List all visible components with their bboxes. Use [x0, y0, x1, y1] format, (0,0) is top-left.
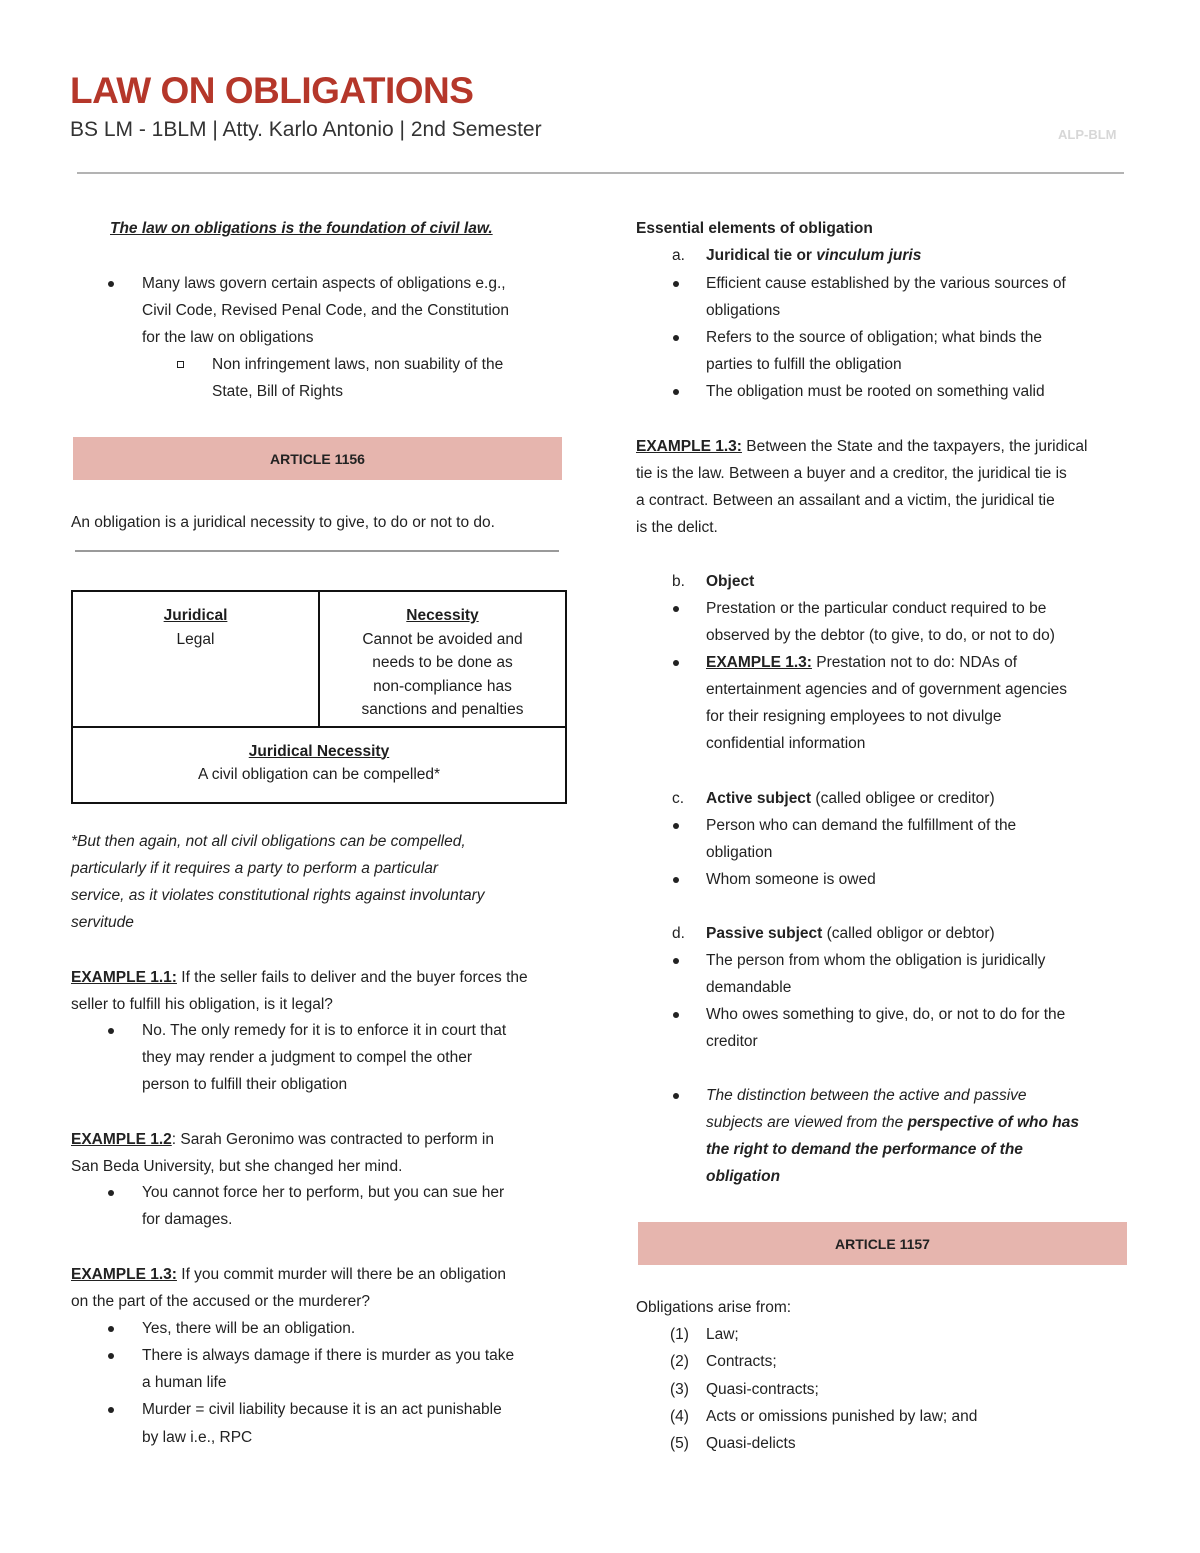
- element-d-label: [706, 924, 995, 944]
- example-1-3: [71, 1265, 506, 1285]
- example-bullet-line: Murder = civil liability because it is an act punishable: [142, 1401, 502, 1418]
- element-a-italic: vinculum juris: [816, 247, 922, 264]
- example-bullet-line: for damages.: [142, 1211, 233, 1228]
- bullet-icon: [673, 335, 679, 341]
- square-bullet-icon: [177, 361, 184, 368]
- source-item: Acts or omissions punished by law; and: [706, 1408, 978, 1425]
- element-bullet-line: The obligation must be rooted on something valid: [706, 383, 1045, 400]
- element-bullet-line: Whom someone is owed: [706, 871, 876, 888]
- bullet-icon: [673, 877, 679, 883]
- element-bullet-line: observed by the debtor (to give, to do, or not to do): [706, 627, 1055, 644]
- example-text-line: is the delict.: [636, 519, 718, 536]
- element-c-rest: (called obligee or creditor): [811, 790, 995, 807]
- intro-bullet-line: for the law on obligations: [142, 329, 314, 346]
- juridical-necessity-cell: [72, 727, 566, 803]
- bullet-icon: [673, 1093, 679, 1099]
- element-bullet-line: entertainment agencies and of government agencies: [706, 681, 1068, 698]
- obligation-definition: An obligation is a juridical necessity to give, to do or not to do.: [71, 514, 495, 531]
- list-marker: c.: [672, 790, 685, 807]
- element-c-label: [706, 789, 995, 809]
- element-bullet-line: creditor: [706, 1033, 758, 1050]
- source-item: Quasi-delicts: [706, 1435, 796, 1452]
- bullet-icon: [108, 1353, 114, 1359]
- element-bullet-line: obligation: [706, 844, 773, 861]
- juridical-necessity-text: A civil obligation can be compelled*: [197, 766, 441, 783]
- source-number: (4): [670, 1408, 689, 1425]
- distinction-line: [706, 1113, 1079, 1133]
- intro-sub-line: State, Bill of Rights: [212, 383, 343, 400]
- example-text: Between the State and the taxpayers, the juridical: [741, 438, 1088, 455]
- example-bullet-line: person to fulfill their obligation: [142, 1076, 348, 1093]
- list-marker: d.: [672, 925, 685, 942]
- element-bullet-line: Refers to the source of obligation; what binds the: [706, 329, 1043, 346]
- example-text: : Sarah Geronimo was contracted to perform in: [171, 1131, 494, 1148]
- list-marker: a.: [672, 247, 685, 264]
- page-subtitle: BS LM - 1BLM | Atty. Karlo Antonio | 2nd Semester: [70, 118, 542, 141]
- bullet-icon: [673, 823, 679, 829]
- article-1156-banner: ARTICLE 1156: [73, 437, 562, 480]
- bullet-icon: [673, 958, 679, 964]
- element-bullet-line: Who owes something to give, do, or not to do for the: [706, 1006, 1066, 1023]
- element-a-label: [706, 246, 921, 266]
- example-bullet-line: You cannot force her to perform, but you can sue her: [142, 1184, 505, 1201]
- distinction-emphasis: perspective of who has: [907, 1114, 1080, 1131]
- example-text-line: San Beda University, but she changed her mind.: [71, 1158, 403, 1175]
- bullet-icon: [673, 389, 679, 395]
- distinction-line: the right to demand the performance of the: [706, 1141, 1023, 1158]
- distinction-line: obligation: [706, 1168, 781, 1185]
- source-number: (5): [670, 1435, 689, 1452]
- bullet-icon: [673, 660, 679, 666]
- example-bullet-line: by law i.e., RPC: [142, 1429, 253, 1446]
- element-bullet-line: for their resigning employees to not divulge: [706, 708, 1002, 725]
- juridical-necessity-table: [71, 590, 567, 804]
- example-1-1: [71, 968, 528, 988]
- list-marker: b.: [672, 573, 685, 590]
- article-1157-banner: ARTICLE 1157: [638, 1222, 1127, 1265]
- source-number: (1): [670, 1326, 689, 1343]
- bullet-icon: [108, 1407, 114, 1413]
- necessity-cell: [319, 591, 566, 727]
- necessity-heading: Necessity: [406, 607, 479, 624]
- example-label: EXAMPLE 1.1:: [71, 969, 177, 986]
- juridical-text: Legal: [176, 630, 215, 648]
- example-bullet-line: Yes, there will be an obligation.: [142, 1320, 356, 1337]
- example-label: EXAMPLE 1.2: [71, 1131, 172, 1148]
- distinction-line: The distinction between the active and passive: [706, 1087, 1027, 1104]
- example-bullet-line: a human life: [142, 1374, 227, 1391]
- example-text-line: on the part of the accused or the murderer?: [71, 1293, 370, 1310]
- bullet-icon: [673, 1012, 679, 1018]
- bullet-icon: [108, 281, 114, 287]
- element-bullet-line: Person who can demand the fulfillment of the: [706, 817, 1017, 834]
- elements-heading: Essential elements of obligation: [636, 220, 873, 237]
- element-bullet-line: Efficient cause established by the various sources of: [706, 275, 1066, 292]
- element-bullet-line: parties to fulfill the obligation: [706, 356, 902, 373]
- source-item: Contracts;: [706, 1353, 777, 1370]
- bullet-icon: [108, 1326, 114, 1332]
- juridical-necessity-heading: Juridical Necessity: [248, 742, 390, 760]
- intro-heading: The law on obligations is the foundation of civil law.: [110, 220, 493, 237]
- element-b-label: Object: [706, 573, 755, 590]
- author-tag: ALP-BLM: [1058, 127, 1117, 142]
- example-label: EXAMPLE 1.3:: [71, 1266, 177, 1283]
- source-number: (3): [670, 1381, 689, 1398]
- necessity-line: non-compliance has: [373, 677, 512, 695]
- example-text: Prestation not to do: NDAs of: [811, 654, 1018, 671]
- example-1-2: [71, 1130, 494, 1150]
- source-item: Law;: [706, 1326, 739, 1343]
- example-text: If the seller fails to deliver and the buyer forces the: [176, 969, 528, 986]
- juridical-cell: [72, 591, 319, 727]
- arise-heading: Obligations arise from:: [636, 1299, 792, 1316]
- right-example-1-3: [636, 437, 1087, 457]
- necessity-line: needs to be done as: [372, 654, 513, 671]
- example-label: EXAMPLE 1.3:: [636, 438, 742, 455]
- intro-sub-line: Non infringement laws, non suability of the: [212, 356, 504, 373]
- element-bullet-line: The person from whom the obligation is juridically: [706, 952, 1046, 969]
- juridical-heading: Juridical: [163, 607, 228, 624]
- example-text-line: seller to fulfill his obligation, is it legal?: [71, 996, 333, 1013]
- header-divider: [77, 172, 1124, 174]
- bullet-icon: [673, 606, 679, 612]
- bullet-icon: [108, 1190, 114, 1196]
- element-b-example: [706, 653, 1017, 673]
- necessity-line: sanctions and penalties: [361, 701, 524, 718]
- necessity-line: Cannot be avoided and: [362, 630, 523, 648]
- example-label: EXAMPLE 1.3:: [706, 654, 812, 671]
- intro-bullet-line: Civil Code, Revised Penal Code, and the Constitution: [142, 302, 510, 319]
- intro-bullet-line: Many laws govern certain aspects of obligations e.g.,: [142, 275, 506, 292]
- element-bullet-line: Prestation or the particular conduct required to be: [706, 600, 1047, 617]
- example-bullet-line: There is always damage if there is murder as you take: [142, 1347, 515, 1364]
- example-text-line: a contract. Between an assailant and a victim, the juridical tie: [636, 492, 1055, 509]
- example-bullet-line: they may render a judgment to compel the other: [142, 1049, 472, 1066]
- element-a-text: Juridical tie or: [706, 247, 817, 264]
- element-c-bold: Active subject: [706, 790, 812, 807]
- source-number: (2): [670, 1353, 689, 1370]
- footnote-line: *But then again, not all civil obligations can be compelled,: [71, 833, 466, 850]
- distinction-text: subjects are viewed from the: [706, 1114, 908, 1131]
- example-bullet-line: No. The only remedy for it is to enforce it in court that: [142, 1022, 507, 1039]
- element-bullet-line: obligations: [706, 302, 781, 319]
- footnote-line: servitude: [71, 914, 134, 931]
- section-divider: [75, 550, 559, 552]
- page-title: LAW ON OBLIGATIONS: [70, 70, 474, 111]
- example-text-line: tie is the law. Between a buyer and a creditor, the juridical tie is: [636, 465, 1067, 482]
- element-bullet-line: demandable: [706, 979, 792, 996]
- source-item: Quasi-contracts;: [706, 1381, 819, 1398]
- bullet-icon: [108, 1028, 114, 1034]
- element-d-bold: Passive subject: [706, 925, 823, 942]
- element-d-rest: (called obligor or debtor): [822, 925, 995, 942]
- footnote-line: particularly if it requires a party to perform a particular: [71, 860, 438, 877]
- footnote-line: service, as it violates constitutional rights against involuntary: [71, 887, 485, 904]
- element-bullet-line: confidential information: [706, 735, 866, 752]
- bullet-icon: [673, 281, 679, 287]
- example-text: If you commit murder will there be an obligation: [176, 1266, 507, 1283]
